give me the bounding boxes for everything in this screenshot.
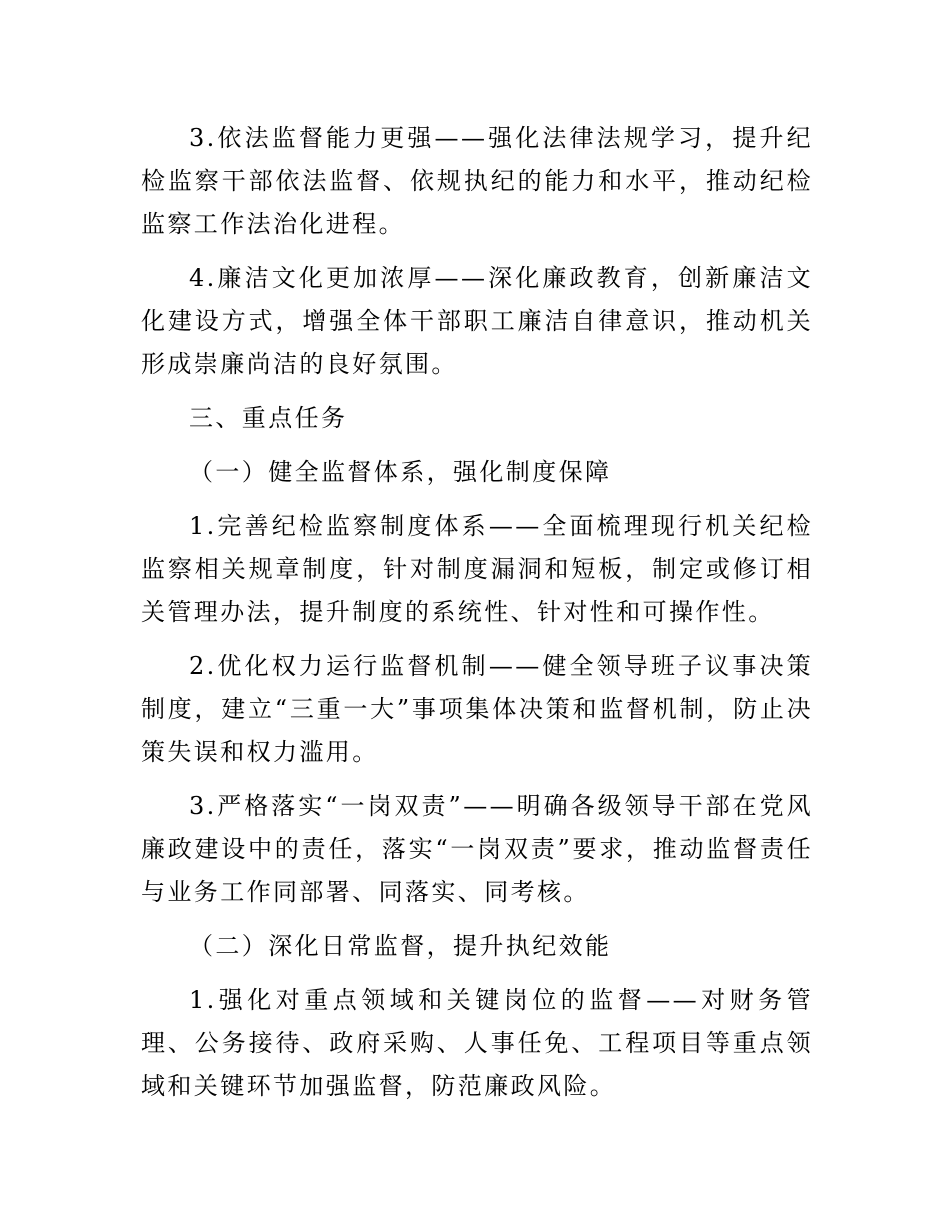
subsection-heading-1: （一）健全监督体系，强化制度保障: [189, 458, 612, 486]
paragraph-task-2-1: 1.强化对重点领域和关键岗位的监督——对财务管理、公务接待、政府采购、人事任免、工程项目等重点领域和关键环节加强监督，防范廉政风险。: [141, 986, 813, 1100]
paragraph-task-1-3: 3.严格落实“一岗双责”——明确各级领导干部在党风廉政建设中的责任，落实“一岗双责”要求，推动监督责任与业务工作同部署、同落实、同考核。: [141, 792, 813, 906]
document-body: [141, 117, 813, 1108]
section-heading-key-tasks: 三、重点任务: [189, 404, 348, 432]
paragraph-goal-3: 3.依法监督能力更强——强化法律法规学习，提升纪检监察干部依法监督、依规执纪的能力和水平，推动纪检监察工作法治化进程。: [141, 124, 813, 238]
paragraph-goal-4: 4.廉洁文化更加浓厚——深化廉政教育，创新廉洁文化建设方式，增强全体干部职工廉洁自律意识，推动机关形成崇廉尚洁的良好氛围。: [141, 264, 813, 378]
paragraph-task-1-1: 1.完善纪检监察制度体系——全面梳理现行机关纪检监察相关规章制度，针对制度漏洞和短板，制定或修订相关管理办法，提升制度的系统性、针对性和可操作性。: [141, 512, 813, 626]
paragraph-task-1-2: 2.优化权力运行监督机制——健全领导班子议事决策制度，建立“三重一大”事项集体决策和监督机制，防止决策失误和权力滥用。: [141, 652, 813, 766]
subsection-heading-2: （二）深化日常监督，提升执纪效能: [189, 932, 612, 960]
